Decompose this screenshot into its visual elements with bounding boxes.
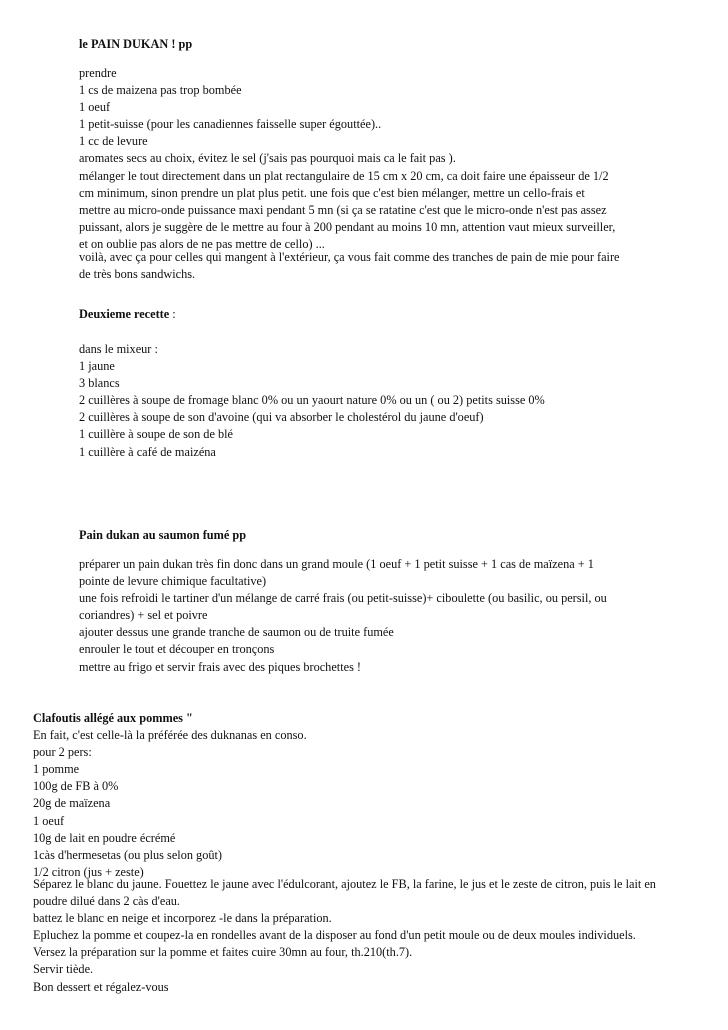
text-line: pour 2 pers: [33,745,92,760]
recipe-title: Pain dukan au saumon fumé pp [79,528,247,542]
text-line: de très bons sandwichs. [79,267,196,282]
title-suffix: : [169,307,176,321]
text-line: puissant, alors je suggère de le mettre au four à 200 pendant au moins 10 mn, attention vaut mieux surveiller, [79,219,616,234]
recipe-deuxieme [79,306,689,323]
text-line: 3 blancs [79,376,120,391]
text-line: ajouter dessus une grande tranche de saumon ou de truite fumée [79,625,394,640]
text-line: 1 oeuf [79,100,111,115]
text-line: Séparez le blanc du jaune. Fouettez le jaune avec l'édulcorant, ajoutez le FB, la farine, le jus et le zeste de citron, puis le lait en [33,877,656,891]
text-line: Versez la préparation sur la pomme et faites cuire 30mn au four, th.210(th.7). [33,945,413,960]
text-line: 2 cuillères à soupe de son d'avoine (qui va absorber le cholestérol du jaune d'oeuf) [79,410,484,425]
text-line: 1 cuillère à café de maizéna [79,444,216,459]
text-line: pointe de levure chimique facultative) [79,574,267,589]
text-line: 1 pomme [33,762,80,777]
text-line: 20g de maïzena [33,796,111,811]
text-line: En fait, c'est celle-là la préférée des duknanas en conso. [33,728,307,743]
recipe-title: Deuxieme recette [79,307,170,321]
recipe-steps [79,556,689,676]
text-line: mettre au micro-onde puissance maxi pendant 5 mn (si ça se ratatine c'est que le micro-onde n'est pas assez [79,202,607,217]
recipe-title: le PAIN DUKAN ! pp [79,37,193,51]
recipe-saumon [79,527,689,544]
text-line: 1càs d'hermesetas (ou plus selon goût) [33,847,223,862]
text-line: 1 cuillère à soupe de son de blé [79,427,233,442]
text-line: Epluchez la pomme et coupez-la en rondelles avant de la disposer au fond d'un petit moule ou de deux moules individuels. [33,928,636,943]
recipe-title-line [79,306,689,323]
text-line: aromates secs au choix, évitez le sel (j'sais pas pourquoi mais ca le fait pas ). [79,151,456,166]
text-line: battez le blanc en neige et incorporez -le dans la préparation. [33,911,332,926]
text-line: prendre [79,66,117,80]
text-line: 2 cuillères à soupe de fromage blanc 0% ou un yaourt nature 0% ou un ( ou 2) petits suisse 0% [79,393,545,408]
text-line: mélanger le tout directement dans un plat rectangulaire de 15 cm x 20 cm, ca doit faire une épaisseur de 1/2 [79,168,609,183]
text-line: préparer un pain dukan très fin donc dans un grand moule (1 oeuf + 1 petit suisse + 1 cas de maïzena + 1 [79,557,594,571]
text-line: 1/2 citron (jus + zeste) [33,864,144,879]
text-line: 1 oeuf [33,813,65,828]
text-line: coriandres) + sel et poivre [79,608,208,623]
text-line: Servir tiède. [33,962,94,977]
text-line: 1 cs de maizena pas trop bombée [79,83,242,98]
text-line: une fois refroidi le tartiner d'un mélange de carré frais (ou petit-suisse)+ ciboulette (ou basilic, ou persil, ou [79,591,607,606]
text-line: et on oublie pas alors de ne pas mettre de cello) ... [79,236,325,251]
text-line: 100g de FB à 0% [33,779,119,794]
text-line: mettre au frigo et servir frais avec des piques brochettes ! [79,659,362,674]
text-line: poudre dilué dans 2 càs d'eau. [33,894,180,909]
text-line: 1 cc de levure [79,134,148,149]
recipe-ingredients-and-steps [79,65,689,253]
text-line: 10g de lait en poudre écrémé [33,830,176,845]
recipe-pain-dukan [79,36,689,53]
text-line: enrouler le tout et découper en tronçons [79,642,275,657]
recipe-note [79,249,689,283]
text-line: dans le mixeur : [79,342,158,356]
text-line: Bon dessert et régalez-vous [33,979,169,994]
recipe-clafoutis [33,710,701,881]
recipe-preparation [33,876,701,996]
text-line: voilà, avec ça pour celles qui mangent à l'extérieur, ça vous fait comme des tranches de pain de mie pour faire [79,250,620,264]
recipe-ingredients [79,341,689,461]
text-line: 1 petit-suisse (pour les canadiennes faisselle super égouttée).. [79,117,382,132]
recipe-title: Clafoutis allégé aux pommes " [33,711,193,725]
text-line: cm minimum, sinon prendre un plat plus petit. une fois que c'est bien mélanger, mettre un cello-frais et [79,185,585,200]
text-line: 1 jaune [79,359,115,374]
